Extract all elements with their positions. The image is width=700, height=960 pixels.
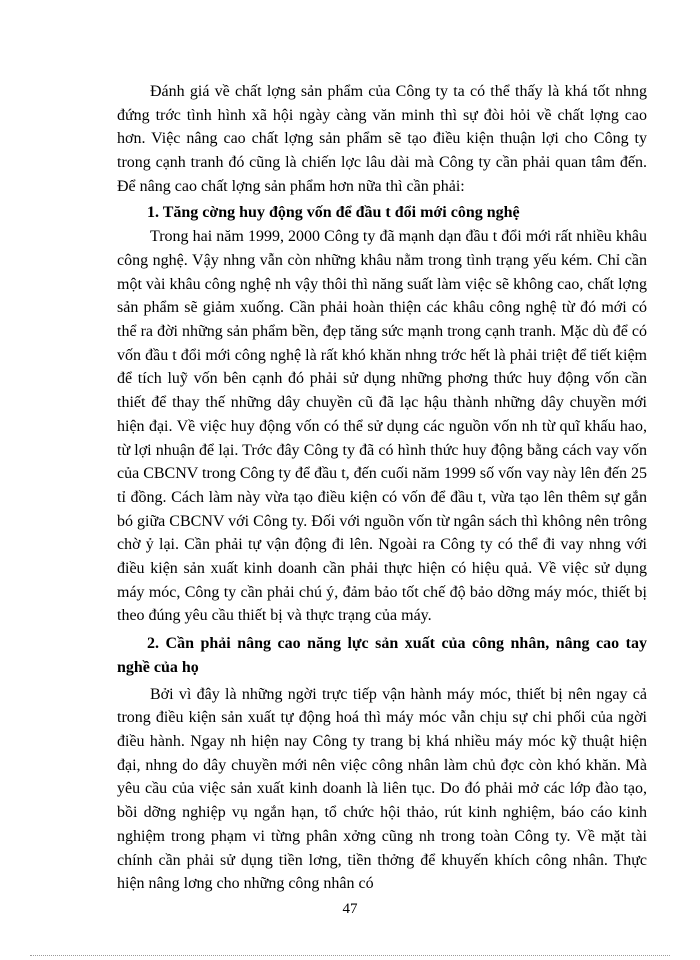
section-2-paragraph: Bởi vì đây là những ngời trực tiếp vận hành máy móc, thiết bị nên ngay cả trong điều kiện sản xuất tự động hoá thì máy móc vẫn chịu sự chi phối của ngời điều hành. Ngay nh hiện nay Công ty trang bị khá nhiều máy móc kỹ thuật hiện đại, nhng do dây chuyền mới nên việc công nhân làm chủ đợc còn khó khăn. Mà yêu cầu của việc sản xuất kinh doanh là liên tục. Do đó phải mở các lớp đào tạo, bồi dỡng nghiệp vụ ngắn hạn, tổ chức hội thảo, rút kinh nghiệm, báo cáo kinh nghiệm trong phạm vi từng phân xởng cũng nh trong toàn Công ty. Về mặt tài chính cần phải sử dụng tiền lơng, tiền thởng để khuyến khích công nhân. Thực hiện nâng lơng cho những công nhân có [117,685,647,893]
section-2-heading: 2. Cần phải nâng cao năng lực sản xuất của công nhân, nâng cao tay nghề của họ [117,635,647,676]
section-1-heading: 1. Tăng cờng huy động vốn để đầu t đổi mới công nghệ [147,203,520,221]
page-number: 47 [342,901,358,917]
intro-paragraph: Đánh giá về chất lợng sản phẩm của Công ty ta có thể thấy là khá tốt nhng đứng trớc tình hình xã hội ngày càng văn minh thì sự đòi hỏi về chất lợng cao hơn. Việc nâng cao chất lợng sản phẩm sẽ tạo điều kiện thuận lợi cho Công ty trong cạnh tranh đó cũng là chiến lợc lâu dài mà Công ty cần phải quan tâm đến. Để nâng cao chất lợng sản phẩm hơn nữa thì cần phải: [117,83,647,195]
page-content [117,80,647,896]
page-bottom-divider [30,955,670,956]
section-1-paragraph: Trong hai năm 1999, 2000 Công ty đã mạnh dạn đầu t đổi mới rất nhiều khâu công nghệ. Vậy nhng vẫn còn những khâu nằm trong tình trạng yếu kém. Chỉ cần một vài khâu công nghệ nh vậy thôi thì năng suất làm việc sẽ không cao, chất lợng sản phẩm sẽ giảm xuống. Cần phải hoàn thiện các khâu công nghệ từ đó mới có thể ra đời những sản phẩm bền, đẹp tăng sức mạnh trong cạnh tranh. Mặc dù để có vốn đầu t đổi mới công nghệ là rất khó khăn nhng trớc hết là phải triệt để tiết kiệm để tích luỹ vốn bên cạnh đó phải sử dụng những phơng thức huy động vốn cần thiết để thay thế những dây chuyền cũ đã lạc hậu thành những dây chuyền mới hiện đại. Về việc huy động vốn có thể sử dụng các nguồn vốn nh từ quĩ khấu hao, từ lợi nhuận để lại. Trớc đây Công ty đã có hình thức huy động bằng cách vay vốn của CBCNV trong Công ty để đầu t, đến cuối năm 1999 số vốn vay này lên đến 25 tỉ đồng. Cách làm này vừa tạo điều kiện có vốn để đầu t, vừa tạo lên thêm sự gắn bó giữa CBCNV với Công ty. Đối với nguồn vốn từ ngân sách thì không nên trông chờ ỷ lại. Cần phải tự vận động đi lên. Ngoài ra Công ty có thể đi vay nhng với điều kiện sản xuất kinh doanh cần phải thực hiện có hiệu quả. Về việc sử dụng máy móc, Công ty cần phải chú ý, đảm bảo tốt chế độ bảo dỡng máy móc, thiết bị theo đúng yêu cầu thiết bị và thực trạng của máy. [117,228,647,625]
